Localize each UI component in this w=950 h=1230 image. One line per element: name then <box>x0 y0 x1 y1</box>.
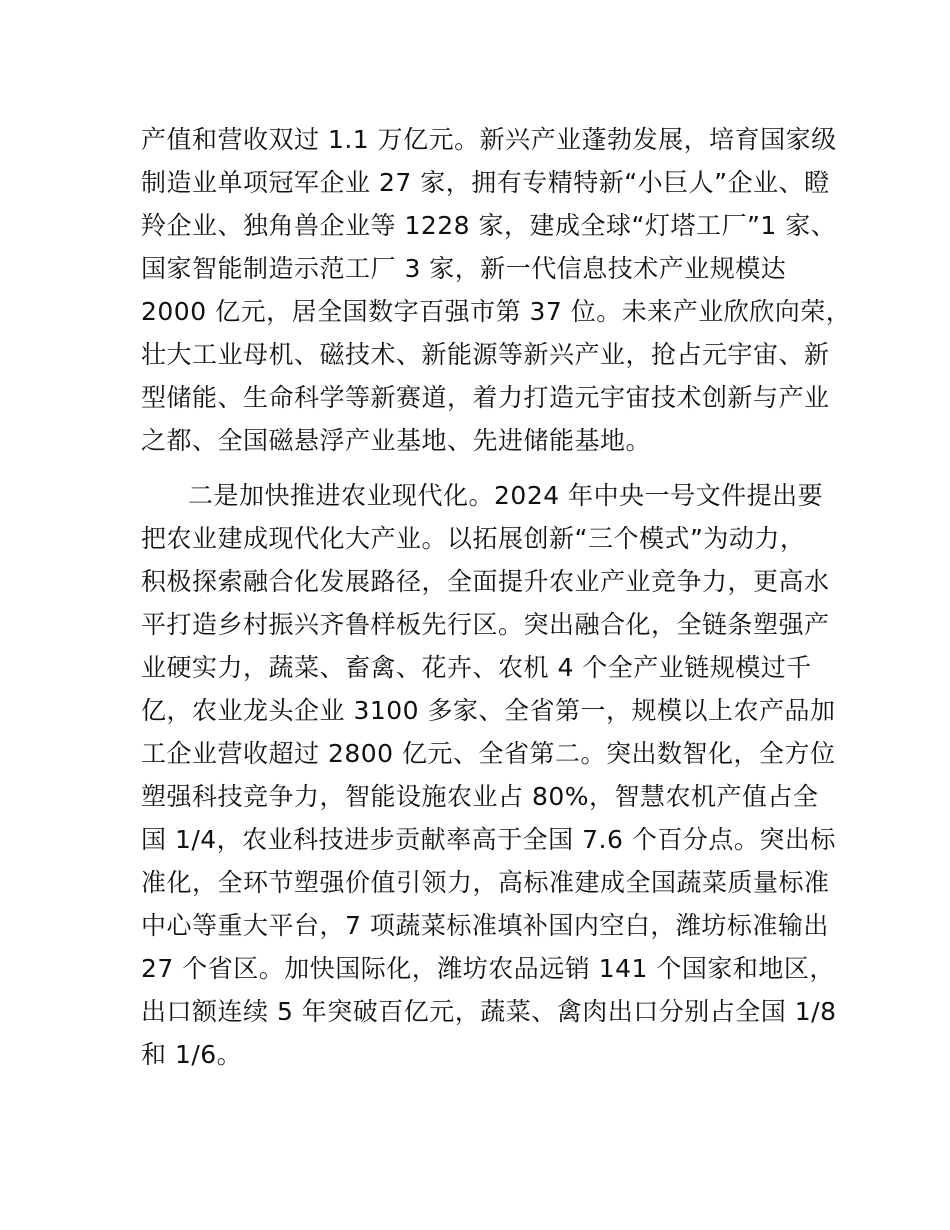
paragraph-2-line: 业硬实力，蔬菜、畜禽、花卉、农机 4 个全产业链规模过千 <box>141 653 812 682</box>
paragraph-1-line: 2000 亿元，居全国数字百强市第 37 位。未来产业欣欣向荣， <box>141 297 852 326</box>
paragraph-2-line: 把农业建成现代化大产业。以拓展创新“三个模式”为动力， <box>141 524 806 553</box>
paragraph-2-line: 积极探索融合化发展路径，全面提升农业产业竞争力，更高水 <box>141 567 830 596</box>
paragraph-2-line: 中心等重大平台，7 项蔬菜标准填补国内空白，潍坊标准输出 <box>141 911 829 940</box>
paragraph-1-line: 之都、全国磁悬浮产业基地、先进储能基地。 <box>141 426 652 455</box>
paragraph-1-line: 型储能、生命科学等新赛道，着力打造元宇宙技术创新与产业 <box>141 383 830 412</box>
paragraph-2-line: 和 1/6。 <box>141 1040 243 1069</box>
paragraph-2-line: 塑强科技竞争力，智能设施农业占 80%，智慧农机产值占全 <box>141 782 819 811</box>
paragraph-2-line: 亿，农业龙头企业 3100 多家、全省第一，规模以上农产品加 <box>141 696 836 725</box>
paragraph-1-line: 制造业单项冠军企业 27 家，拥有专精特新“小巨人”企业、瞪 <box>141 168 830 197</box>
paragraph-2-line: 平打造乡村振兴齐鲁样板先行区。突出融合化，全链条塑强产 <box>141 610 830 639</box>
paragraph-1-line: 国家智能制造示范工厂 3 家，新一代信息技术产业规模达 <box>141 254 787 283</box>
paragraph-1-line: 产值和营收双过 1.1 万亿元。新兴产业蓬勃发展，培育国家级 <box>141 125 837 154</box>
paragraph-2-line: 27 个省区。加快国际化，潍坊农品远销 141 个国家和地区， <box>141 954 835 983</box>
paragraph-2-line: 国 1/4，农业科技进步贡献率高于全国 7.6 个百分点。突出标 <box>141 825 836 854</box>
paragraph-1-line: 壮大工业母机、磁技术、新能源等新兴产业，抢占元宇宙、新 <box>141 340 830 369</box>
paragraph-2-line: 出口额连续 5 年突破百亿元，蔬菜、禽肉出口分别占全国 1/8 <box>141 997 837 1026</box>
paragraph-2-line: 准化，全环节塑强价值引领力，高标准建成全国蔬菜质量标准 <box>141 868 830 897</box>
paragraph-2-line: 二是加快推进农业现代化。2024 年中央一号文件提出要 <box>188 481 824 510</box>
paragraph-1-line: 羚企业、独角兽企业等 1228 家，建成全球“灯塔工厂”1 家、 <box>141 211 837 240</box>
paragraph-2-line: 工企业营收超过 2800 亿元、全省第二。突出数智化，全方位 <box>141 739 836 768</box>
